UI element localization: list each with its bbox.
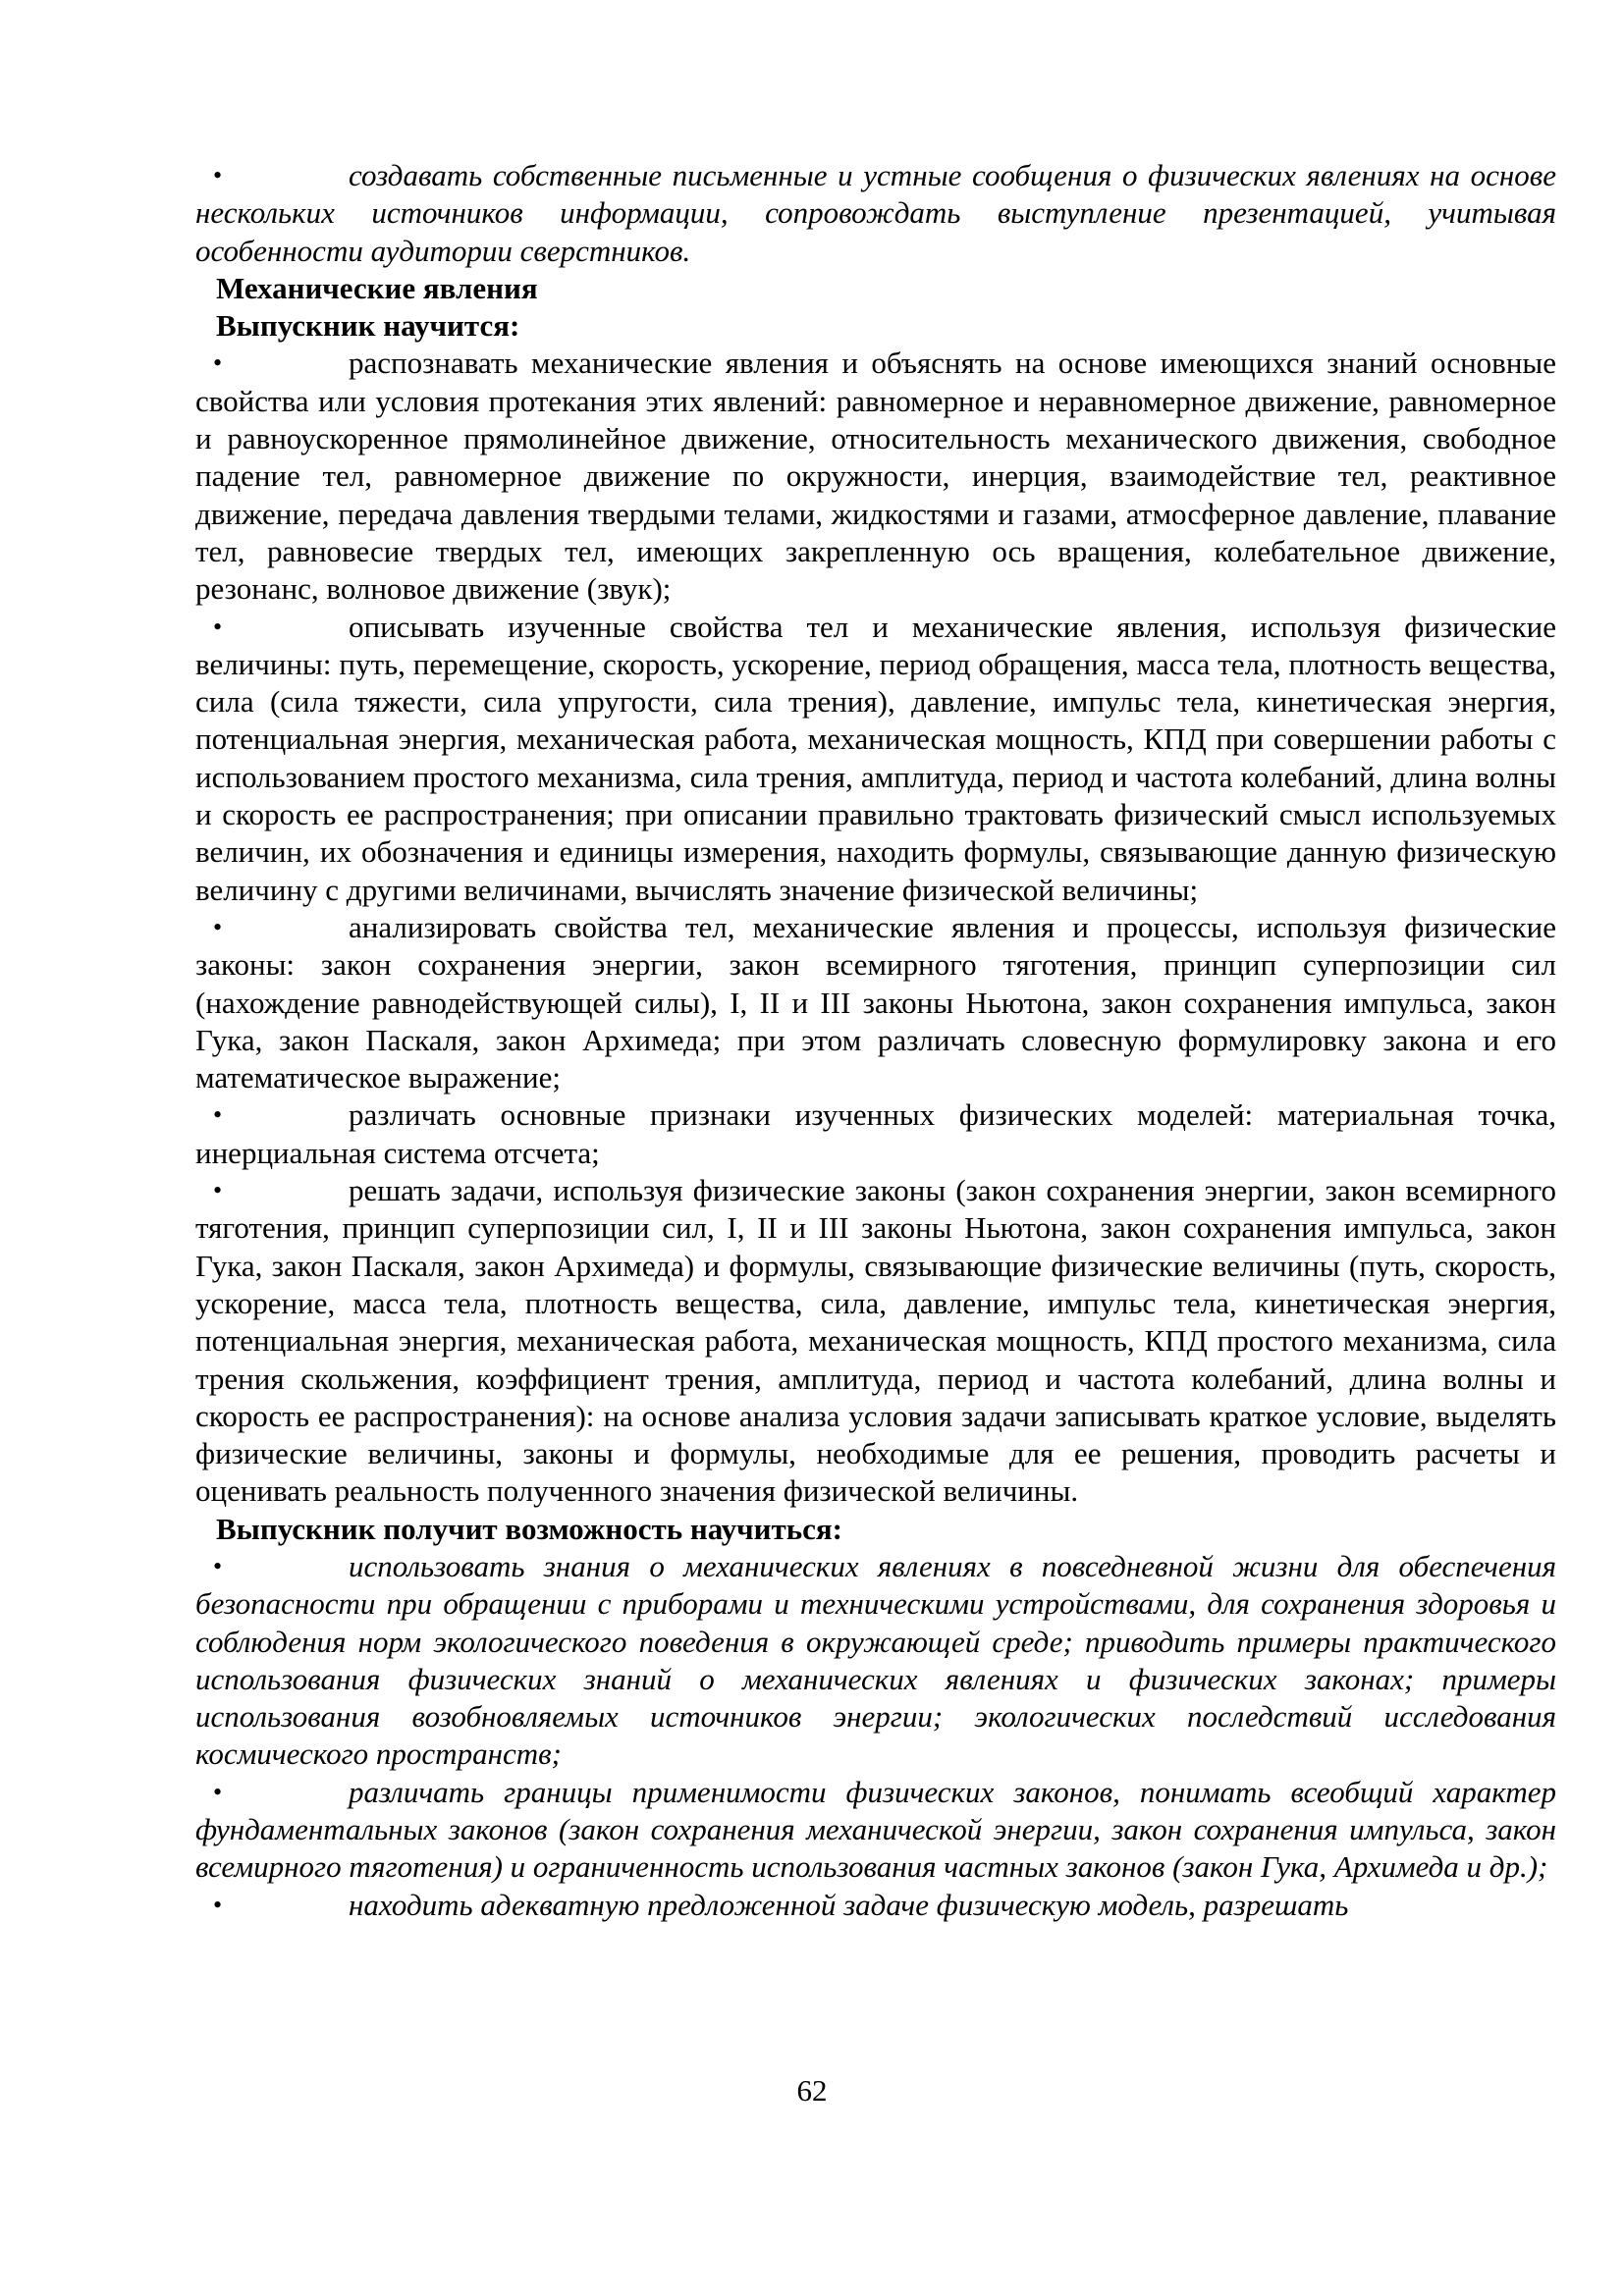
list-item-text: решать задачи, используя физические законы (закон сохранения энергии, закон всемирного тяготения, принцип суперпозиции сил, I, II и III законы Ньютона, закон сохранения импульса, закон Гука, закон Паскаля, закон Архимеда) и формулы, связывающие физические величины (путь, скорость, ускорение, масса тела, плотность вещества, сила, давление, импульс тела, кинетическая энергия, потенциальная энергия, механическая работа, механическая мощность, КПД простого механизма, сила трения скольжения, коэффициент трения, амплитуда, период и частота колебаний, длина волны и скорость ее распространения): на основе анализа условия задачи записывать краткое условие, выделять физические величины, законы и формулы, необходимые для ее решения, проводить расчеты и оценивать реальность полученного значения физической величины. (195, 1173, 1556, 1509)
list-item (195, 909, 1556, 1096)
list-item (195, 1887, 1556, 1924)
bullet-marker: • (213, 1551, 223, 1580)
list-item (195, 157, 1556, 270)
list-item-text: описывать изученные свойства тел и механические явления, используя физические величины: путь, перемещение, скорость, ускорение, период обращения, масса тела, плотность вещества, сила (сила тяжести, сила упругости, сила трения), давление, импульс тела, кинетическая энергия, потенциальная энергия, механическая работа, механическая мощность, КПД при совершении работы с использованием простого механизма, сила трения, амплитуда, период и частота колебаний, длина волны и скорость ее распространения; при описании правильно трактовать физический смысл используемых величин, их обозначения и единицы измерения, находить формулы, связывающие данную физическую величину с другими величинами, вычислять значение физической величины; (195, 609, 1556, 907)
list-item-text: анализировать свойства тел, механические явления и процессы, используя физические законы: закон сохранения энергии, закон всемирного тяготения, принцип суперпозиции сил (нахождение равнодействующей силы), I, II и III законы Ньютона, закон сохранения импульса, закон Гука, закон Паскаля, закон Архимеда; при этом различать словесную формулировку закона и его математическое выражение; (195, 909, 1556, 1095)
list-item (195, 345, 1556, 608)
list-item (195, 609, 1556, 909)
list-item (195, 1172, 1556, 1511)
bullet-marker: • (213, 348, 223, 378)
bullet-marker: • (213, 612, 223, 641)
subsection-heading: Выпускник получит возможность научиться: (216, 1511, 842, 1546)
document-page (195, 157, 1556, 1924)
list-item-text: распознавать механические явления и объяснять на основе имеющихся знаний основные свойства или условия протекания этих явлений: равномерное и неравномерное движение, равномерное и равноускоренное прямолинейное движение, относительность механического движения, свободное падение тел, равномерное движение по окружности, инерция, взаимодействие тел, реактивное движение, передача давления твердыми телами, жидкостями и газами, атмосферное давление, плавание тел, равновесие твердых тел, имеющих закрепленную ось вращения, колебательное движение, резонанс, волновое движение (звук); (195, 346, 1556, 607)
bullet-marker: • (213, 161, 223, 189)
bullet-marker: • (213, 1176, 223, 1205)
page-number: 62 (796, 2073, 828, 2108)
section-heading: Механические явления (216, 270, 538, 305)
bullet-marker: • (213, 1890, 223, 1919)
list-item-text: создавать собственные письменные и устные сообщения о физических явлениях на основе нескольких источников информации, сопровождать выступление презентацией, учитывая особенности аудитории сверстников. (195, 158, 1556, 268)
list-item (195, 1548, 1556, 1774)
bullet-marker: • (213, 1777, 223, 1806)
list-item (195, 1096, 1556, 1172)
list-item (195, 1774, 1556, 1887)
bullet-marker: • (213, 912, 223, 941)
list-item-text: различать основные признаки изученных физических моделей: материальная точка, инерциальная система отсчета; (195, 1097, 1556, 1170)
list-item-text: находить адекватную предложенной задаче физическую модель, разрешать (349, 1887, 1349, 1922)
subsection-heading: Выпускник научится: (216, 308, 520, 344)
bullet-marker: • (213, 1100, 223, 1130)
list-item-text: использовать знания о механических явлениях в повседневной жизни для обеспечения безопасности при обращении с приборами и техническими устройствами, для сохранения здоровья и соблюдения норм экологического поведения в окружающей среде; приводить примеры практического использования физических знаний о механических явлениях и физических законах; примеры использования возобновляемых источников энергии; экологических последствий исследования космического пространств; (195, 1548, 1556, 1772)
list-item-text: различать границы применимости физических законов, понимать всеобщий характер фундаментальных законов (закон сохранения механической энергии, закон сохранения импульса, закон всемирного тяготения) и ограниченность использования частных законов (закон Гука, Архимеда и др.); (195, 1774, 1556, 1885)
